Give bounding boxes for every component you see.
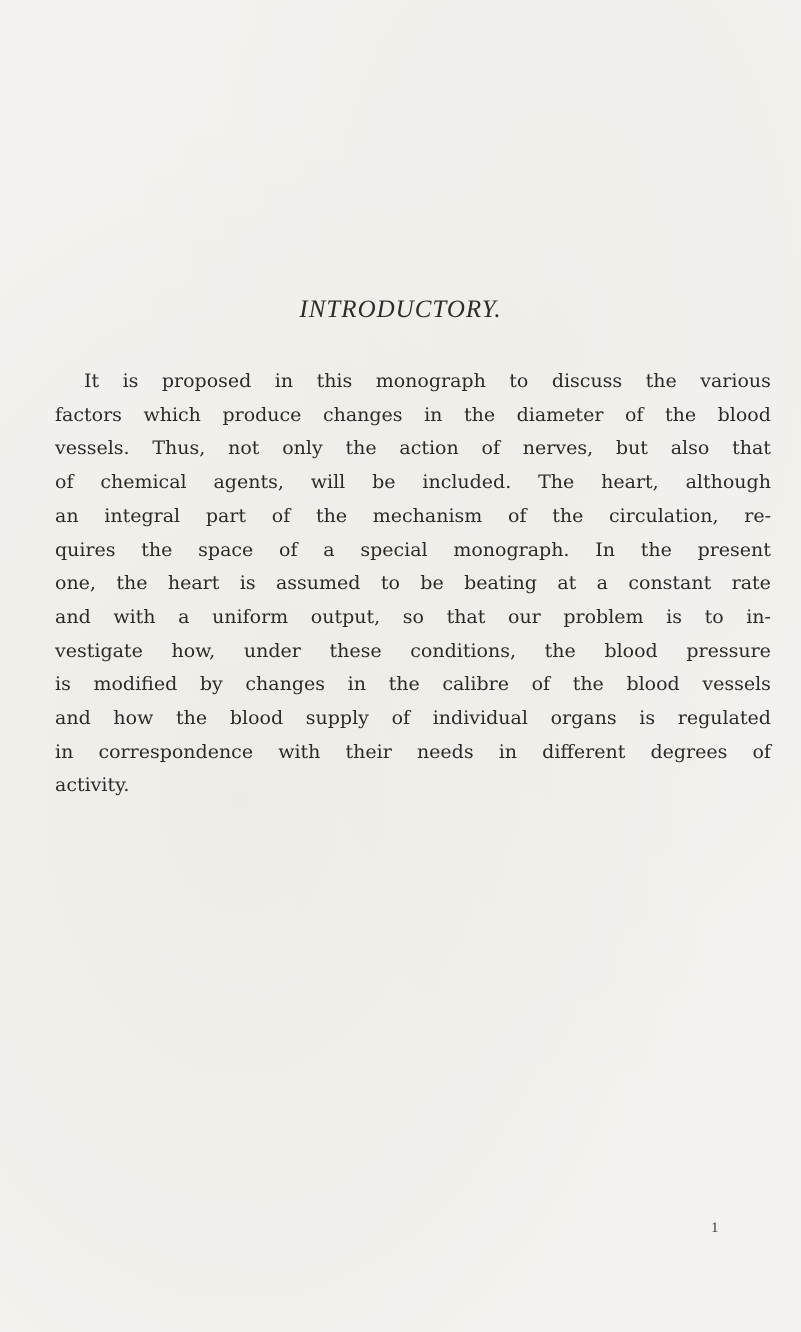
paragraph-line: an integral part of the mechanism of the circulation, re- <box>55 504 771 527</box>
paragraph-line: vessels. Thus, not only the action of nerves, but also that <box>55 437 771 460</box>
paragraph-line: is modified by changes in the calibre of the blood vessels <box>55 673 771 696</box>
paragraph-line: factors which produce changes in the diameter of the blood <box>55 403 771 426</box>
paragraph-line: It is proposed in this monograph to discuss the various <box>84 370 771 392</box>
paragraph-line: quires the space of a special monograph. In the present <box>55 538 771 561</box>
chapter-title: INTRODUCTORY. <box>299 296 502 323</box>
paragraph-line: in correspondence with their needs in different degrees of <box>55 740 771 763</box>
paragraph-line: and with a uniform output, so that our problem is to in- <box>55 605 771 628</box>
paragraph-line: vestigate how, under these conditions, the blood pressure <box>55 639 771 662</box>
paragraph-line: of chemical agents, will be included. The heart, although <box>55 471 771 494</box>
page-number: 1 <box>711 1220 719 1236</box>
paragraph-line: one, the heart is assumed to be beating at a constant rate <box>55 572 771 595</box>
paragraph-line: and how the blood supply of individual organs is regulated <box>55 707 771 730</box>
body-paragraph <box>55 365 771 803</box>
paragraph-line: activity. <box>55 774 130 797</box>
